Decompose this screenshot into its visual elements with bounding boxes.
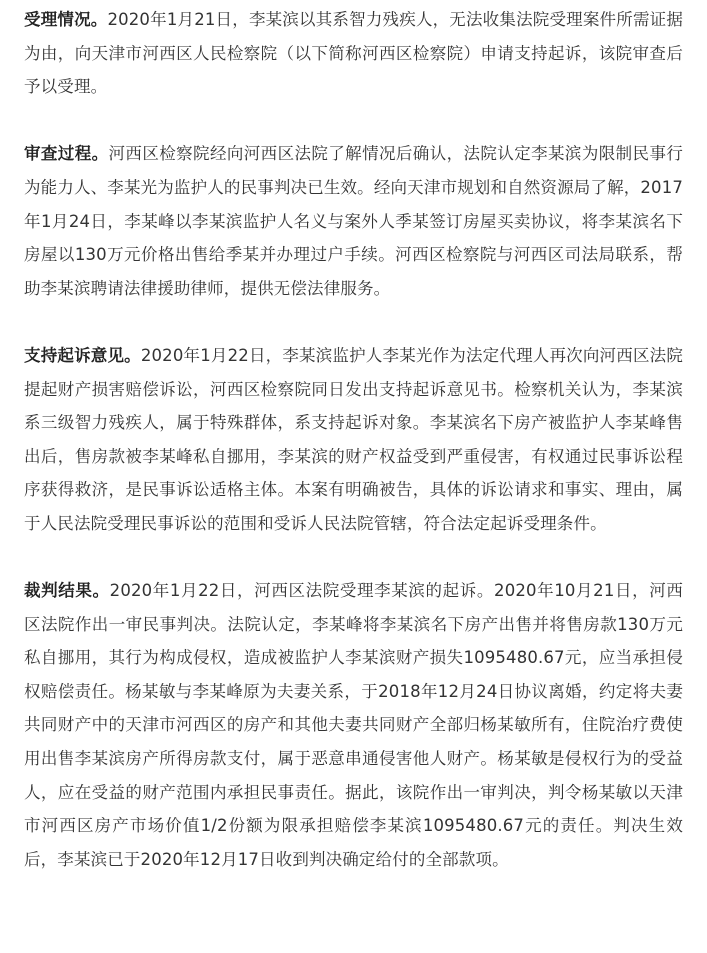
section-text: 2020年1月22日，河西区法院受理李某滨的起诉。2020年10月21日，河西区法院作出一审民事判决。法院认定，李某峰将李某滨名下房产出售并将售房款130万元私自挪用，其行为构成侵权，造成被监护人李某滨财产损失1095480.67元，应当承担侵权赔偿责任。杨某敏与李某峰原为夫妻关系，于2018年12月24日协议离婚，约定将夫妻共同财产中的天津市河西区的房产和其他夫妻共同财产全部归杨某敏所有，住院治疗费使用出售李某滨房产所得房款支付，属于恶意串通侵害他人财产。杨某敏是侵权行为的受益人，应在受益的财产范围内承担民事责任。据此，该院作出一审判决，判令杨某敏以天津市河西区房产市场价值1/2份额为限承担赔偿李某滨1095480.67元的责任。判决生效后，李某滨已于2020年12月17日收到判决确定给付的全部款项。 xyxy=(24,581,683,869)
section-acceptance xyxy=(24,3,683,104)
section-heading: 支持起诉意见。 xyxy=(24,345,141,365)
section-text: 2020年1月22日，李某滨监护人李某光作为法定代理人再次向河西区法院提起财产损害赔偿诉讼，河西区检察院同日发出支持起诉意见书。检察机关认为，李某滨系三级智力残疾人，属于特殊群体，系支持起诉对象。李某滨名下房产被监护人李某峰售出后，售房款被李某峰私自挪用，李某滨的财产权益受到严重侵害，有权通过民事诉讼程序获得救济，是民事诉讼适格主体。本案有明确被告，具体的诉讼请求和事实、理由，属于人民法院受理民事诉讼的范围和受诉人民法院管辖，符合法定起诉受理条件。 xyxy=(24,345,683,533)
section-heading: 裁判结果。 xyxy=(24,581,110,601)
article-body xyxy=(24,3,683,876)
section-text: 河西区检察院经向河西区法院了解情况后确认，法院认定李某滨为限制民事行为能力人、李某光为监护人的民事判决已生效。经向天津市规划和自然资源局了解，2017年1月24日，李某峰以李某滨监护人名义与案外人季某签订房屋买卖协议，将李某滨名下房屋以130万元价格出售给季某并办理过户手续。河西区检察院与河西区司法局联系，帮助李某滨聘请法律援助律师，提供无偿法律服务。 xyxy=(24,144,684,298)
section-heading: 审查过程。 xyxy=(24,144,109,164)
section-heading: 受理情况。 xyxy=(24,10,108,29)
section-judgment xyxy=(24,574,683,876)
section-support-opinion xyxy=(24,339,683,541)
section-review xyxy=(24,137,683,305)
section-text: 2020年1月21日，李某滨以其系智力残疾人，无法收集法院受理案件所需证据为由，向天津市河西区人民检察院（以下简称河西区检察院）申请支持起诉，该院审查后予以受理。 xyxy=(24,10,683,97)
